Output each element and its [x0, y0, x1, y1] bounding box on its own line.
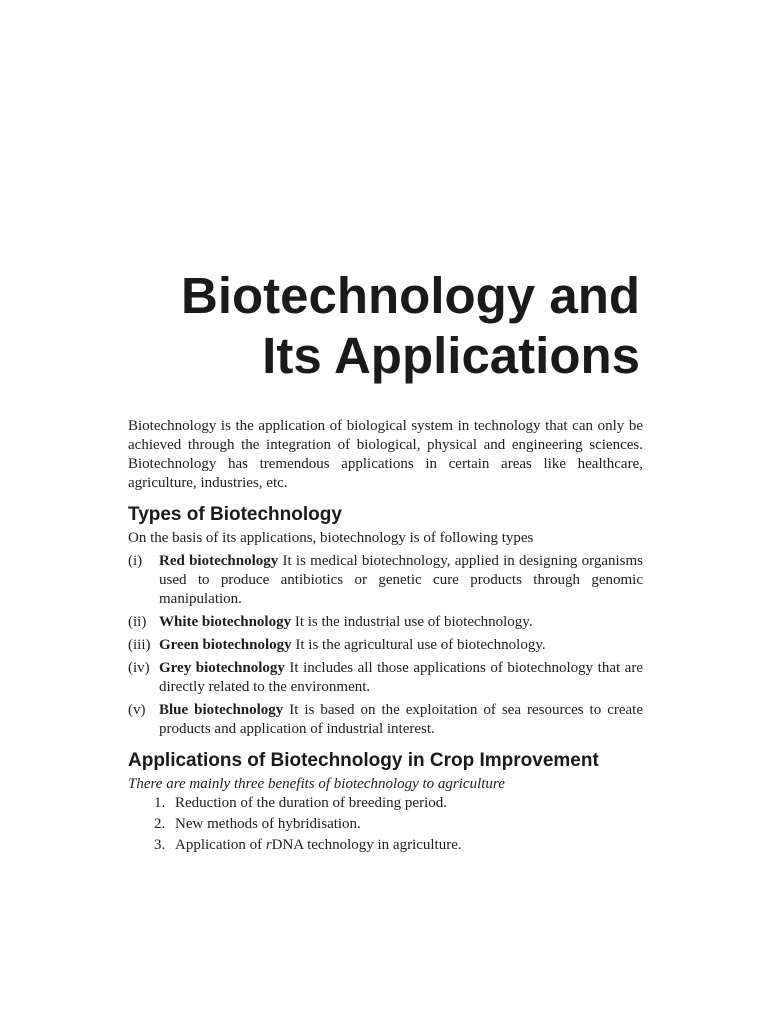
list-item: [154, 836, 643, 855]
crop-heading: Applications of Biotechnology in Crop Improvement: [128, 750, 599, 771]
list-item: [154, 815, 643, 834]
chapter-body: [128, 417, 643, 857]
chapter-title-line-2: Its Applications: [262, 327, 640, 384]
list-item: [128, 659, 643, 697]
item-number: 2.: [154, 816, 166, 832]
list-item: [128, 552, 643, 609]
item-description: It is medical biotechnology, applied in designing organisms used to produce antibiotics or genetic cure products through genomic manipulation.: [159, 553, 643, 607]
types-heading: Types of Biotechnology: [128, 504, 342, 525]
chapter-title-line-1: Biotechnology and: [181, 267, 640, 324]
item-term: Red biotechnology: [159, 553, 279, 569]
intro-paragraph: Biotechnology is the application of biological system in technology that can only be achieved through the integration of biological, physical and engineering sciences. Biotechnology has tremendous applications in certain areas like healthcare, agriculture, industries, etc.: [128, 418, 643, 491]
item-term: White biotechnology: [159, 614, 292, 630]
item-number: 1.: [154, 795, 166, 811]
item-number: 3.: [154, 837, 166, 853]
item-number: (ii): [128, 614, 147, 630]
item-text-italic: r: [265, 837, 272, 853]
list-item: [128, 701, 643, 739]
item-term: Grey biotechnology: [159, 660, 285, 676]
item-description: It is the industrial use of biotechnology.: [291, 614, 533, 630]
item-description: It is the agricultural use of biotechnology.: [291, 637, 546, 653]
crop-lead: There are mainly three benefits of biotechnology to agriculture: [128, 776, 505, 792]
item-number: (iv): [128, 660, 150, 676]
item-description: It is based on the exploitation of sea resources to create products and application of industrial interest.: [159, 702, 643, 737]
item-number: (v): [128, 702, 146, 718]
item-text: New methods of hybridisation.: [175, 816, 361, 832]
item-text-pre: Application of: [175, 837, 266, 853]
item-term: Green biotechnology: [159, 637, 292, 653]
item-description: It includes all those applications of biotechnology that are directly related to the environment.: [159, 660, 643, 695]
types-list: [128, 552, 643, 739]
item-term: Blue biotechnology: [159, 702, 284, 718]
list-item: [128, 613, 643, 632]
item-number: (i): [128, 553, 143, 569]
item-number: (iii): [128, 637, 151, 653]
item-text: Reduction of the duration of breeding period.: [175, 795, 448, 811]
item-text-post: DNA technology in agriculture.: [271, 837, 462, 853]
list-item: [128, 636, 643, 655]
types-lead: On the basis of its applications, biotechnology is of following types: [128, 530, 534, 546]
list-item: [154, 794, 643, 813]
chapter-title: [181, 266, 640, 386]
benefits-list: [128, 794, 643, 855]
